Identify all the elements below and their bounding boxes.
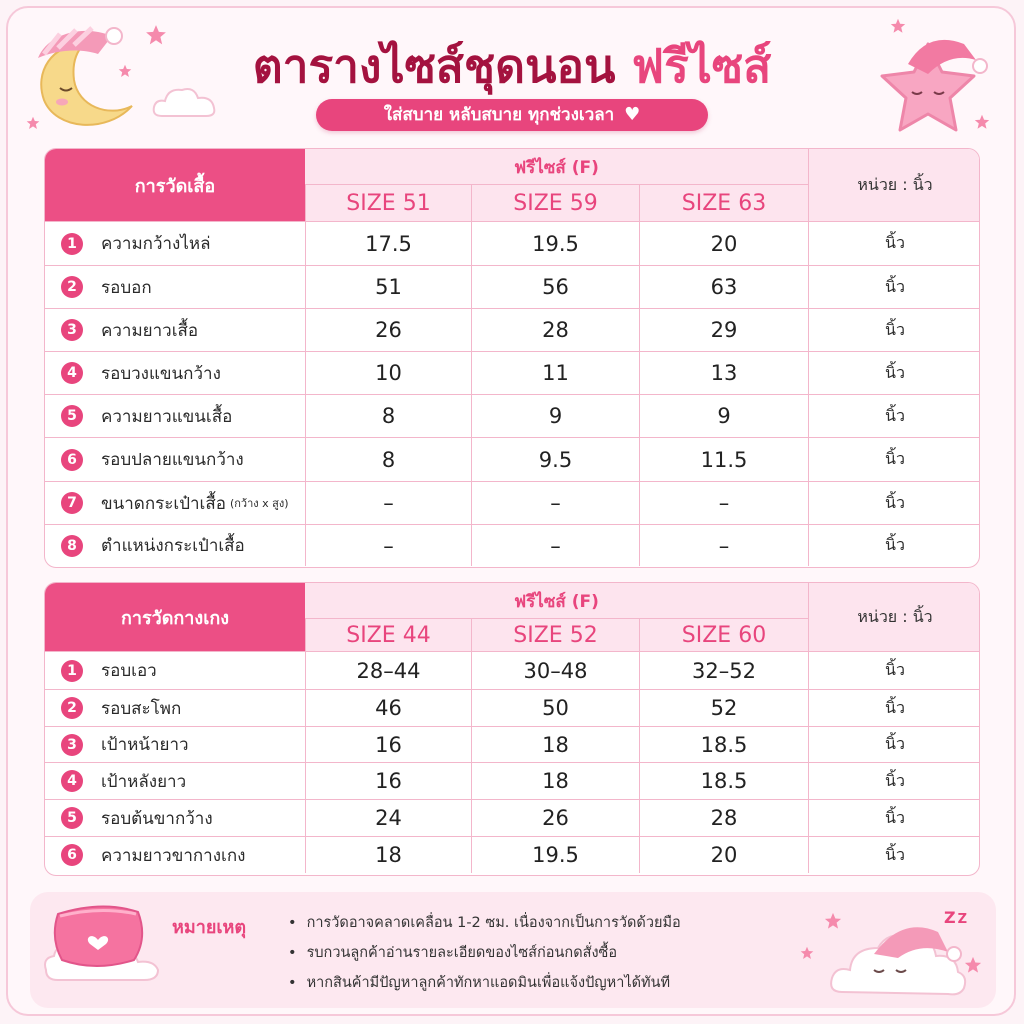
row-number-badge: 5 [61, 405, 83, 427]
size-value: 9.5 [471, 438, 639, 481]
unit-value: นิ้ว [808, 690, 980, 726]
table-row [45, 726, 980, 762]
row-label [45, 438, 305, 481]
row-label [45, 690, 305, 726]
table-row [45, 651, 980, 689]
heart-icon: ♥ [624, 104, 641, 125]
notes-list [288, 908, 681, 998]
row-label-text: ความยาวแขนเสื้อ [101, 406, 233, 427]
subtitle-banner [316, 99, 708, 131]
row-label [45, 800, 305, 836]
row-label-text: รอบปลายแขนกว้าง [101, 450, 244, 470]
size-value: 9 [471, 395, 639, 437]
size-value: 19.5 [471, 222, 639, 265]
pants-size-header: SIZE 52 [471, 619, 639, 651]
row-label-text: ความกว้างไหล่ [101, 234, 211, 254]
size-value: 63 [639, 266, 808, 308]
row-number-badge: 6 [61, 844, 83, 866]
row-label [45, 837, 305, 873]
row-label [45, 352, 305, 394]
unit-value: นิ้ว [808, 525, 980, 566]
row-label-text: เป้าหน้ายาว [101, 735, 189, 755]
size-value: 16 [305, 763, 471, 799]
unit-value: นิ้ว [808, 222, 980, 265]
row-number-badge: 4 [61, 362, 83, 384]
row-label-text: ความยาวเสื้อ [101, 320, 199, 341]
page-title [0, 30, 1024, 103]
row-label [45, 266, 305, 308]
table-row [45, 836, 980, 873]
row-number-badge: 1 [61, 233, 83, 255]
row-label [45, 652, 305, 689]
shirt-unit-header: หน่วย : นิ้ว [808, 149, 980, 221]
unit-value: นิ้ว [808, 837, 980, 873]
table-row [45, 762, 980, 799]
size-value: 13 [639, 352, 808, 394]
row-number-badge: 4 [61, 770, 83, 792]
row-label-note: (กว้าง x สูง) [229, 497, 289, 510]
row-label-text: รอบเอว [101, 661, 157, 681]
size-value: 18.5 [639, 763, 808, 799]
star-icon [26, 116, 40, 130]
row-label [45, 525, 305, 566]
row-number-badge: 2 [61, 276, 83, 298]
table-row [45, 308, 980, 351]
unit-value: นิ้ว [808, 800, 980, 836]
size-value: 20 [639, 837, 808, 873]
unit-value: นิ้ว [808, 352, 980, 394]
shirt-size-header: SIZE 59 [471, 185, 639, 221]
shirt-size-table [44, 148, 980, 568]
size-value: – [305, 525, 471, 566]
size-value: 52 [639, 690, 808, 726]
row-label [45, 309, 305, 351]
pants-free-size-header: ฟรีไซส์ (F) [305, 583, 808, 619]
row-label [45, 763, 305, 799]
row-number-badge: 2 [61, 697, 83, 719]
size-value: 11.5 [639, 438, 808, 481]
size-value: 20 [639, 222, 808, 265]
row-label [45, 482, 305, 524]
pants-table-label: การวัดกางเกง [45, 583, 305, 651]
title-highlight: ฟรีไซส์ [631, 39, 772, 93]
star-icon [824, 912, 842, 930]
row-label-text: รอบสะโพก [101, 698, 182, 719]
shirt-table-label: การวัดเสื้อ [45, 149, 305, 221]
size-value: 8 [305, 395, 471, 437]
size-value: 30–48 [471, 652, 639, 689]
star-icon [800, 946, 814, 960]
row-label [45, 395, 305, 437]
size-value: 18 [471, 763, 639, 799]
size-value: 26 [305, 309, 471, 351]
note-item: • การวัดอาจคลาดเคลื่อน 1-2 ซม. เนื่องจากเป็นการวัดด้วยมือ [288, 908, 681, 938]
row-number-badge: 6 [61, 449, 83, 471]
size-value: 10 [305, 352, 471, 394]
title-main: ตารางไซส์ชุดนอน [252, 39, 616, 93]
size-value: 9 [639, 395, 808, 437]
row-number-badge: 5 [61, 807, 83, 829]
size-value: 11 [471, 352, 639, 394]
star-icon [964, 956, 982, 974]
star-icon [974, 114, 990, 130]
row-label [45, 222, 305, 265]
notes-title: หมายเหตุ [172, 917, 247, 938]
table-row [45, 351, 980, 394]
table-row [45, 799, 980, 836]
unit-value: นิ้ว [808, 438, 980, 481]
unit-value: นิ้ว [808, 482, 980, 524]
row-label-text: รอบอก [101, 277, 152, 298]
pants-unit-header: หน่วย : นิ้ว [808, 583, 980, 651]
note-item: • รบกวนลูกค้าอ่านรายละเอียดของไซส์ก่อนกดสั่งซื้อ [288, 938, 681, 968]
size-value: 51 [305, 266, 471, 308]
size-value: – [471, 482, 639, 524]
size-value: 18 [305, 837, 471, 873]
pillow-icon [40, 898, 166, 984]
row-label-text: ตำแหน่งกระเป๋าเสื้อ [101, 536, 245, 556]
table-row [45, 689, 980, 726]
size-value: – [639, 525, 808, 566]
row-label-text: รอบวงแขนกว้าง [101, 363, 221, 384]
shirt-free-size-header: ฟรีไซส์ (F) [305, 149, 808, 185]
pants-size-table [44, 582, 980, 876]
row-number-badge: 7 [61, 492, 83, 514]
unit-value: นิ้ว [808, 309, 980, 351]
table-row [45, 481, 980, 524]
size-value: – [471, 525, 639, 566]
row-number-badge: 3 [61, 734, 83, 756]
row-number-badge: 8 [61, 535, 83, 557]
size-value: 29 [639, 309, 808, 351]
unit-value: นิ้ว [808, 266, 980, 308]
size-value: 56 [471, 266, 639, 308]
size-value: 28–44 [305, 652, 471, 689]
size-value: 8 [305, 438, 471, 481]
shirt-size-header: SIZE 63 [639, 185, 808, 221]
row-label-text: ขนาดกระเป๋าเสื้อ [101, 493, 226, 514]
size-value: 28 [639, 800, 808, 836]
unit-value: นิ้ว [808, 395, 980, 437]
unit-value: นิ้ว [808, 727, 980, 762]
size-value: 32–52 [639, 652, 808, 689]
size-value: 46 [305, 690, 471, 726]
row-number-badge: 1 [61, 660, 83, 682]
size-value: 50 [471, 690, 639, 726]
size-value: 24 [305, 800, 471, 836]
size-value: 17.5 [305, 222, 471, 265]
row-label [45, 727, 305, 762]
sleep-z-text [944, 908, 967, 927]
size-value: – [639, 482, 808, 524]
table-row [45, 265, 980, 308]
row-label-text: ความยาวขากางเกง [101, 845, 246, 866]
size-value: 18.5 [639, 727, 808, 762]
table-row [45, 221, 980, 265]
size-value: 18 [471, 727, 639, 762]
row-label-text: รอบต้นขากว้าง [101, 808, 213, 829]
table-row [45, 394, 980, 437]
pants-size-header: SIZE 44 [305, 619, 471, 651]
table-row [45, 524, 980, 566]
subtitle-text: ใส่สบาย หลับสบาย ทุกช่วงเวลา [383, 105, 615, 125]
size-value: 19.5 [471, 837, 639, 873]
pants-size-header: SIZE 60 [639, 619, 808, 651]
unit-value: นิ้ว [808, 763, 980, 799]
note-item: • หากสินค้ามีปัญหาลูกค้าทักหาแอดมินเพื่อแจ้งปัญหาได้ทันที [288, 968, 681, 998]
sleep-z: Z [944, 908, 956, 927]
row-label-text: เป้าหลังยาว [101, 771, 187, 792]
unit-value: นิ้ว [808, 652, 980, 689]
size-value: – [305, 482, 471, 524]
shirt-size-header: SIZE 51 [305, 185, 471, 221]
table-row [45, 437, 980, 481]
size-value: 16 [305, 727, 471, 762]
size-value: 28 [471, 309, 639, 351]
size-value: 26 [471, 800, 639, 836]
row-number-badge: 3 [61, 319, 83, 341]
sleep-z: Z [957, 912, 968, 927]
